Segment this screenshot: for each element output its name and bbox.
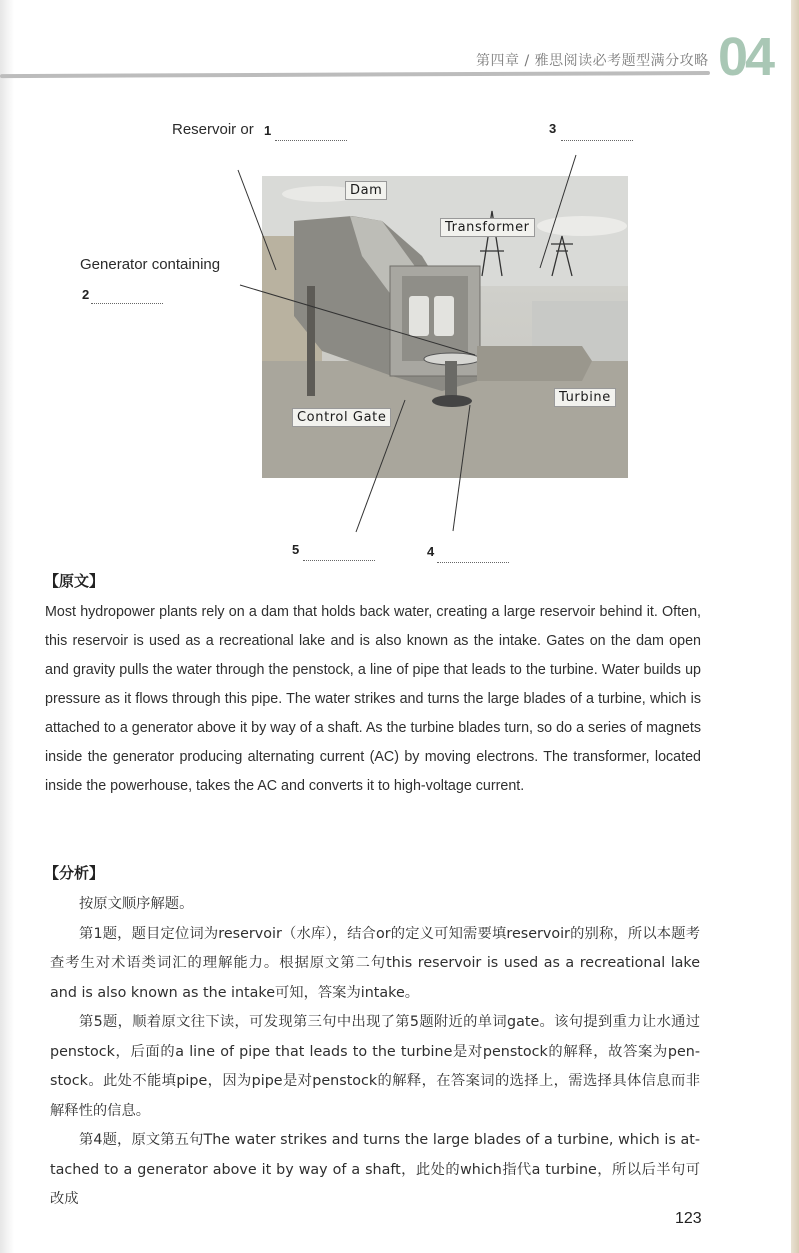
reservoir-label: Reservoir or: [172, 121, 254, 138]
chapter-number: 04: [718, 27, 773, 87]
analysis-heading: 【分析】: [44, 864, 105, 882]
blank-5-number: 5: [292, 542, 300, 557]
tag-control-gate: Control Gate: [292, 408, 391, 427]
tag-transformer: Transformer: [440, 218, 535, 237]
analysis-paragraph: 第5题，顺着原文往下读，可发现第三句中出现了第5题附近的单词gate。该句提到重力让水通过penstock，后面的a line of pipe that leads to the turbine是对penstock的解释，故答案为pen-stock。此处不能填pipe，因为pipe是对penstock的解释，在答案词的选择上，需选择具体信息而非解释性的信息。: [50, 1014, 700, 1119]
blank-3-number: 3: [549, 121, 557, 136]
analysis-paragraph: 按原文顺序解题。: [79, 896, 194, 912]
original-text: Most hydropower plants rely on a dam that holds back water, creating a large reservoir behind it. Often, this reservoir is used as a recreational lake and is also known as the intake. Gates on the dam open and gravity pulls the water through the penstock, a line of pipe that leads to the turbine. Water builds up pressure as it flows through this pipe. The water strikes and turns the large blades of a turbine, which is attached to a generator above it by way of a shaft. As the turbine blades turn, so do a series of magnets inside the generator producing alternating current (AC) by moving electrons. The transformer, located inside the powerhouse, takes the AC and converts it to high-voltage current.: [45, 604, 701, 794]
blank-2-number: 2: [82, 287, 90, 302]
generator-label: Generator containing: [80, 256, 221, 273]
leader-line-1: [238, 170, 276, 270]
analysis-paragraph: 第1题，题目定位词为reservoir（水库），结合or的定义可知需要填reservoir的别称，所以本题考查考生对术语类词汇的理解能力。根据原文第二句this reservoir is used as a recreational lake and is also known as the intake可知，答案为intake。: [50, 925, 700, 1001]
tag-turbine: Turbine: [554, 388, 616, 407]
tag-dam: Dam: [345, 181, 387, 200]
original-heading: 【原文】: [44, 572, 105, 590]
chapter-title: 第四章 / 雅思阅读必考题型满分攻略: [476, 53, 709, 69]
analysis-body: [50, 890, 700, 1215]
blank-4-number: 4: [427, 544, 435, 559]
page-number: 123: [675, 1210, 702, 1227]
leader-line-4: [453, 405, 470, 531]
blank-1-number: 1: [264, 123, 272, 138]
leader-lines: [0, 0, 799, 600]
leader-line-5: [356, 400, 405, 532]
leader-line-2: [240, 285, 475, 355]
leader-line-3: [540, 155, 576, 268]
analysis-paragraph: 第4题，原文第五句The water strikes and turns the large blades of a turbine, which is at-tached to a generator above it by way of a shaft，此处的which指代a turbine，所以后半句可改成: [50, 1132, 700, 1207]
